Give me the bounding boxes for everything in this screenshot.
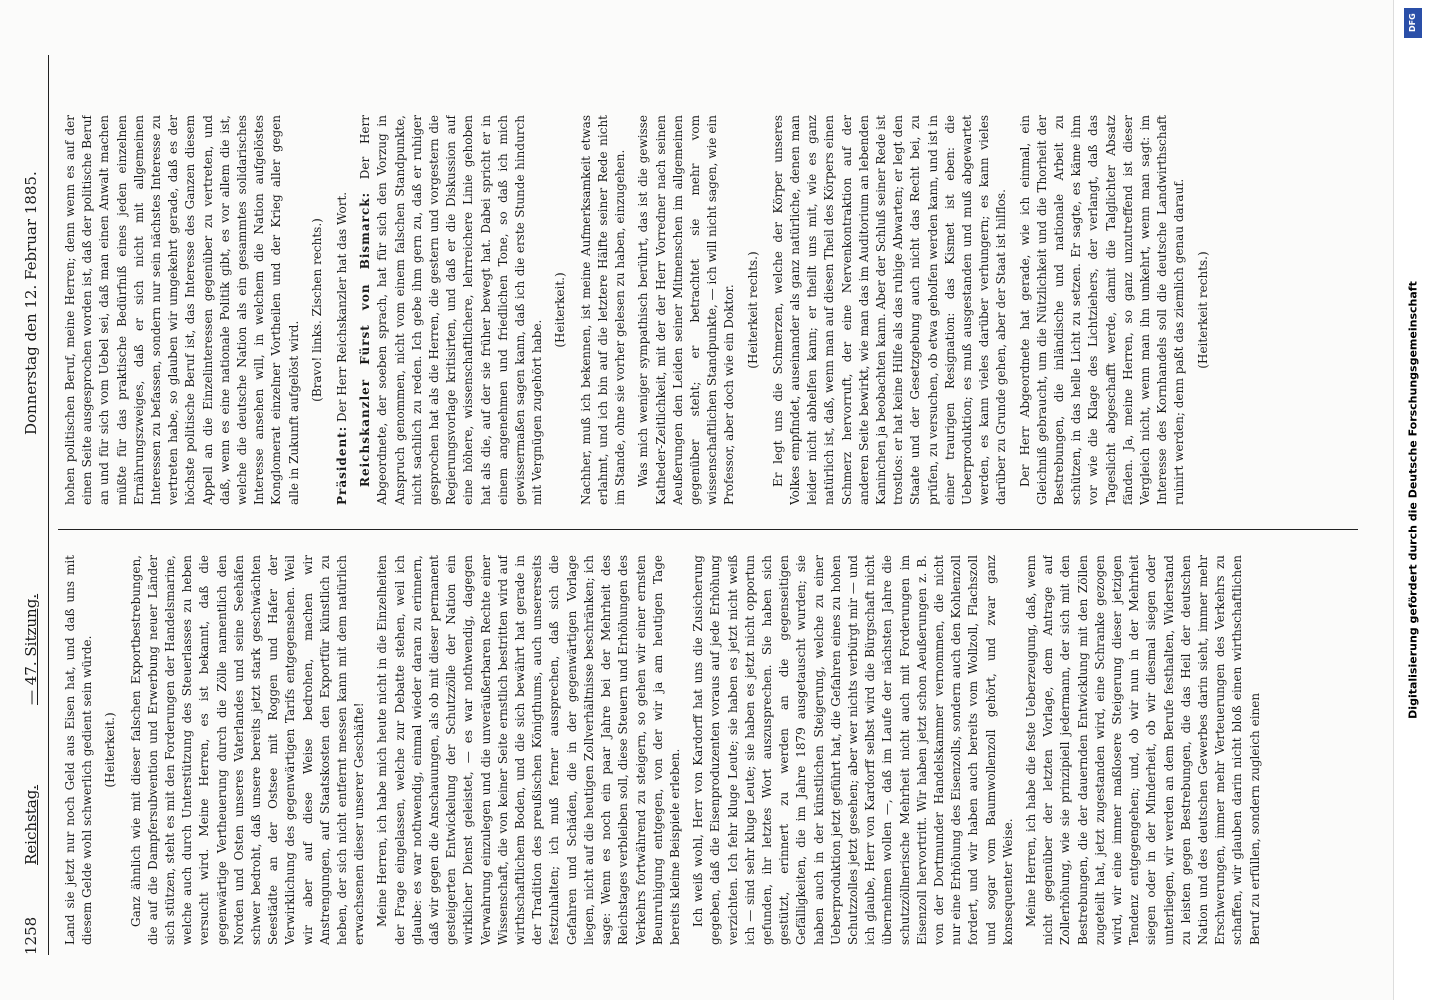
speaker-label: Reichskanzler Fürst von Bismarck: [358, 191, 373, 487]
paragraph [62, 555, 96, 945]
paragraph-text: (Heiterkeit rechts.) [1195, 251, 1210, 369]
page-header [18, 55, 46, 955]
paragraph-text: Der Herr Abgeordnete hat gerade, wie ich einmal, ein Gleichniß gebraucht, um die Nützlichkeit und die Thorheit der Bestrebungen, die inländische und nationale Arbeit zu schützen, in das helle Licht zu setzen. Er sagte, es käme ihm vor wie die Klage des Lichtziehers, der verlangt, daß das Tageslicht abgeschafft werde, damit die Talglichter Absatz fänden. Ja, meine Herren, so ganz unzutreffend ist dieser Vergleich nicht, wenn man ihn umkehrt, wenn man sagt: im Interesse des Kornhandels soll die deutsche Landwirthschaft ruinirt werden; denn paßt das ziemlich genau darauf. [1017, 115, 1187, 505]
left-column [62, 555, 1362, 945]
paragraph-text: hohen politischen Beruf, meine Herren; denn wenn es auf der einen Seite ausgesprochen worden ist, daß der politische Beruf an und für sich vom Uebel sei, daß man einen Anwalt machen müßte für das praktische Bedürfniß eines jeden einzelnen Ernährungszweiges, daß er sich nicht mit allgemeinen Interessen zu befassen, sondern nur sein nächstes Interesse zu vertreten habe, so glauben wir umgekehrt gerade, daß es der höchste politische Beruf ist, das Interesse des Ganzen diesem Appell an die Einzelinteressen gegenüber zu vertreten, und daß, wenn es eine nationale Politik gibt, es vor allem die ist, welche die deutsche Nation als ein gesammtes solidarisches Interesse ansehen will, in welchem die Nation aufgelöstes Konglomerat einzelner Vortheilen und der Krieg aller gegen alle in Zukunft aufgelöst wird. [63, 115, 301, 505]
header-session: — 47. Sitzung. [22, 593, 40, 705]
paragraph [578, 115, 630, 505]
digitization-credit: Digitalisierung gefördert durch die Deutsche Forschungsgemeinschaft [1406, 281, 1420, 719]
paragraph-text: Der Herr Abgeordnete, der soeben sprach, hat für sich den Vorzug in Anspruch genommen, nicht vom einem falschen Standpunkte, nicht sachlich zu reden. Ich gebe ihm gern zu, daß er ruhiger gesprochen hat als die Herren, die gestern und vorgestern die Regierungsvorlage kritisirten, und daß er die Diskussion auf eine höhere, wissenschaftlichere, lehrreichere Linie gehoben hat als die, auf der sie früher bewegt hat. Dabei spricht er in einem angenehmen und friedlichen Tone, so daß ich mich gewissermaßen sagen kann, daß ich die erste Stunde hindurch mit Vergnügen zugehört habe. [358, 115, 545, 505]
paragraph-text: (Heiterkeit.) [103, 712, 118, 788]
stage-direction [102, 555, 119, 945]
paragraph-text: Nachher, muß ich bekennen, ist meine Aufmerksamkeit etwas erlahmt, und ich bin auf die letztere Hälfte seiner Rede nicht im Stande, ohne sie vorher gelesen zu haben, einzugehen. [578, 115, 628, 505]
stage-direction [552, 115, 569, 505]
paragraph [1023, 555, 1264, 945]
column-divider [58, 529, 1358, 530]
paragraph-text: Der Herr Reichskanzler hat das Wort. [335, 191, 350, 426]
paragraph [357, 115, 546, 505]
dfg-logo: DFG [1404, 8, 1422, 38]
paragraph [690, 555, 1017, 945]
rotated-page-content [18, 30, 1388, 985]
paragraph [128, 555, 369, 945]
header-rule [48, 55, 49, 955]
header-date: Donnerstag den 12. Februar 1885. [22, 171, 40, 435]
paragraph-text: Meine Herren, ich habe mich heute nicht in die Einzelheiten der Frage eingelassen, welche zur Debatte stehen, weil ich glaube: es war nothwendig, einmal wieder daran zu erinnern, daß wir gegen die Anschauungen, als ob mit dieser permanent gesteigerten Entwickelung der Schutzzölle der Nation ein wirklicher Dienst geleistet, — es war nothwendig, dagegen Verwahrung einzulegen und die unveräußerbaren Rechte einer Wissenschaft, die von keiner Seite ernstlich bestritten wird auf wirthschaftlichem Boden, und die sich bewährt hat gerade in der Tradition des preußischen Königthums, auch unsererseits festzuhalten; ich muß ferner aussprechen, daß sich die Gefahren und Schäden, die in der gegenwärtigen Vorlage liegen, nicht auf die heutigen Zollverhältnisse beschränken; ich sage: Wenn es noch ein paar Jahre bei der Mehrheit des Reichstages verbleiben soll, diese Steuern und Erhöhungen des Verkehrs fortwährend zu steigern, so gehen wir einer ernsten Beunruhigung entgegen, von der wir ja am heutigen Tage bereits kleine Beispiele erleben. [375, 555, 682, 945]
right-column [62, 115, 1362, 505]
paragraph-text: Was mich weniger sympathisch berührt, das ist die gewisse Katheder-Zeitlichkeit, mit der der Herr Vorredner nach seinen Aeußerungen den Leiden seiner Mitmenschen im allgemeinen gegenüber steht; er betrachtet sie mehr vom wissenschaftlichen Standpunkte, — ich will nicht sagen, wie ein Professor, aber doch wie ein Doktor. [636, 115, 737, 505]
paragraph [62, 115, 303, 505]
page-number: 1258 [22, 916, 40, 955]
paragraph [635, 115, 738, 505]
digitization-sidebar [1393, 0, 1432, 1000]
paragraph [334, 115, 351, 505]
paragraph [374, 555, 684, 945]
speaker-label: Präsident: [335, 425, 350, 505]
paragraph-text: Ich weiß wohl, Herr von Kardorff hat uns die Zusicherung gegeben, daß die Eisenproduzenten voraus auf jede Erhöhung verzichten. Ich fehr kluge Leute; sie haben es jetzt nicht weiß ich — sind sehr kluge Leute; sie haben es jetzt nicht opportun gefunden, ihr letztes Wort auszusprechen. Sie haben sich gestützt, erinnert zu werden an die gegenseitigen Gefälligkeiten, die im Jahre 1879 ausgetauscht wurden; sie haben auch in der künstlichen Steigerung, welche zu einer Ueberproduktion jetzt geführt hat, die Gefahren eines zu hohen Schutzzolles jetzt gesehen; aber wer nichts verbürgt mir — und ich glaube, Herr von Kardorff selbst wird die Bürgschaft nicht übernehmen wollen —, daß im Laufe der nächsten Jahre die schutzzöllnerische Mehrheit nicht auch mit Forderungen im Eisenzoll hervortritt. Wir haben jetzt schon Aeußerungen z. B. von der Dortmunder Handelskammer vernommen, die nicht nur eine Erhöhung des Eisenzolls, sondern auch den Kohlenzoll fordert, und wir haben auch bereits vom Wollzoll, Flachszoll und sogar vom Baumwollenzoll gehört, und zwar ganz konsequenter Weise. [691, 555, 1015, 945]
stage-direction [1195, 115, 1212, 505]
paragraph-text: Er legt uns die Schmerzen, welche der Körper unseres Volkes empfindet, auseinander als ganz natürliche, denen man leider nicht abhelfen kann; er theilt uns mit, wie es ganz natürlich ist, daß, wenn man auf diesen Theil des Körpers einen Schmerz hervorruft, der eine Nervenkontraktion auf der anderen Seite bewirkt, wie man das im Auditorium an lebenden Kaninchen ja beobachten kann. Aber der Schluß seiner Rede ist trostlos: er hat keine Hilfe als das ruhige Abwarten; er legt den Staate und der Gesetzgebung auch nicht das Recht bei, zu prüfen, zu versuchen, ob etwa geholfen werden kann, und ist in einer traurigen Resignation: das Kismet ist eben: die Ueberproduktion; es muß ausgestanden und muß abgewartet werden, es kann vieles darüber verhungern; es kann vieles darüber zu Grunde gehen, aber der Staat ist hilflos. [770, 115, 1009, 505]
header-title: Reichstag. [22, 784, 40, 865]
paragraph-text: (Bravo! links. Zischen rechts.) [309, 218, 324, 402]
paragraph-text: (Heiterkeit rechts.) [745, 251, 760, 369]
paragraph-text: Meine Herren, ich habe die feste Ueberzeugung, daß, wenn nicht gegenüber der letzten Vorlage, dem Antrage auf Zollerhöhung, wie sie prinzipiell jedermann, der sich mit den Bestrebungen, die der dauernden Entwicklung mit den Zöllen zugeteilt hat, jetzt zugestanden wird, eine Schranke gezogen wird, wir eine immer maßlosere Steigerung dieser jetzigen Tendenz entgegengehen; und, ob wir nun in der Mehrheit siegen oder in der Minderheit, ob wir diesmal siegen oder unterliegen, wir werden an dem Berufe festhalten, Widerstand zu leisten gegen Bestrebungen, die das Heil der deutschen Nation und des deutschen Gewerbes darin sieht, immer mehr Erschwerungen, immer mehr Verteuerungen des Verkehrs zu schaffen, wir glauben darin nicht bloß einen wirthschaftlichen Beruf zu erfüllen, sondern zugleich einen [1023, 555, 1262, 945]
stage-direction [745, 115, 762, 505]
paragraph-text: (Heiterkeit.) [553, 272, 568, 348]
paragraph-text: Land sie jetzt nur noch Geld aus Eisen hat, und daß uns mit diesem Gelde wohl schwerlich gedient sein würde. [63, 555, 95, 945]
paragraph [1017, 115, 1189, 505]
stage-direction [309, 115, 326, 505]
paragraph [770, 115, 1011, 505]
paragraph-text: Ganz ähnlich wie mit dieser falschen Exportbestrebungen, die auf die Dampfersubvention und Erwerbung neuer Länder sich stützen, steht es mit den Forderungen der Handelsmarine, welche auch durch Unterstützung des Steuerlasses zu heben versucht wird. Meine Herren, es ist bekannt, daß die gegenwärtige Vertheuerung durch die Zölle namentlich den Norden und Osten unseres Vaterlandes und seine Seehäfen schwer bedroht, daß unsere bereits jetzt stark geschwächten Seestädte an der Ostsee mit Roggen und Hafer der Verwirklichung des gegenwärtigen Tarifs entgegensehen. Weil wir aber auf diese Weise bedrohen, machen wir Anstrengungen, auf Staatskosten den Exportfür künstlich zu heben, der sich nicht entfernt messen kann mit dem natürlich erwachsenen dieser unserer Geschäfte! [128, 555, 367, 945]
